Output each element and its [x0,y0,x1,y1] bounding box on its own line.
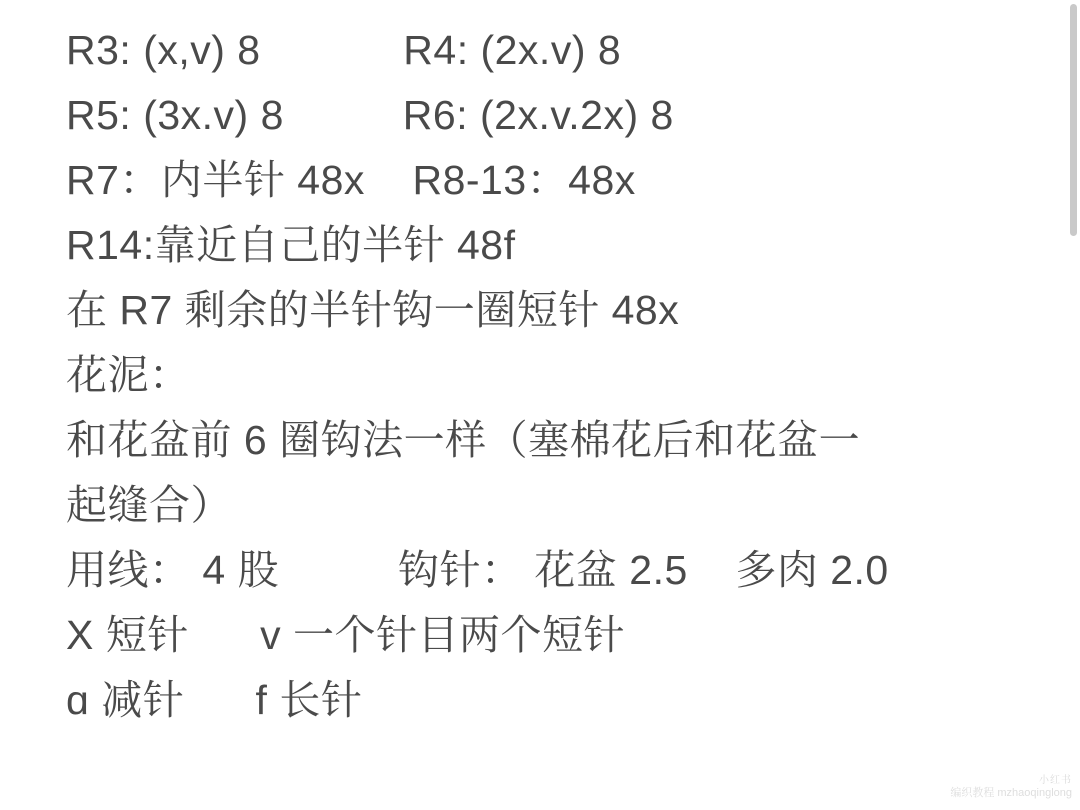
text-line: R5: (3x.v) 8 R6: (2x.v.2x) 8 [66,92,674,138]
text-line: ɑ 减针 f 长针 [66,677,363,723]
text-line: X 短针 v 一个针目两个短针 [66,612,625,658]
vertical-scrollbar[interactable] [1066,0,1080,810]
text-line: 用线： 4 股 钩针： 花盆 2.5 多肉 2.0 [66,547,889,593]
text-line: R14:靠近自己的半针 48f [66,222,516,268]
text-line: R3: (x,v) 8 R4: (2x.v) 8 [66,27,622,73]
text-line: 在 R7 剩余的半针钩一圈短针 48x [66,287,680,333]
text-line: 起缝合） [66,482,232,528]
text-line: R7：内半针 48x R8-13：48x [66,157,636,203]
text-line: 和花盆前 6 圈钩法一样（塞棉花后和花盆一 [66,417,861,463]
watermark [950,775,1072,800]
scrollbar-thumb[interactable] [1070,4,1077,236]
watermark-author: 编织教程 mzhaoqinglong [950,787,1072,799]
watermark-brand: 小红书 [1039,775,1072,786]
text-line: 花泥： [66,352,191,398]
